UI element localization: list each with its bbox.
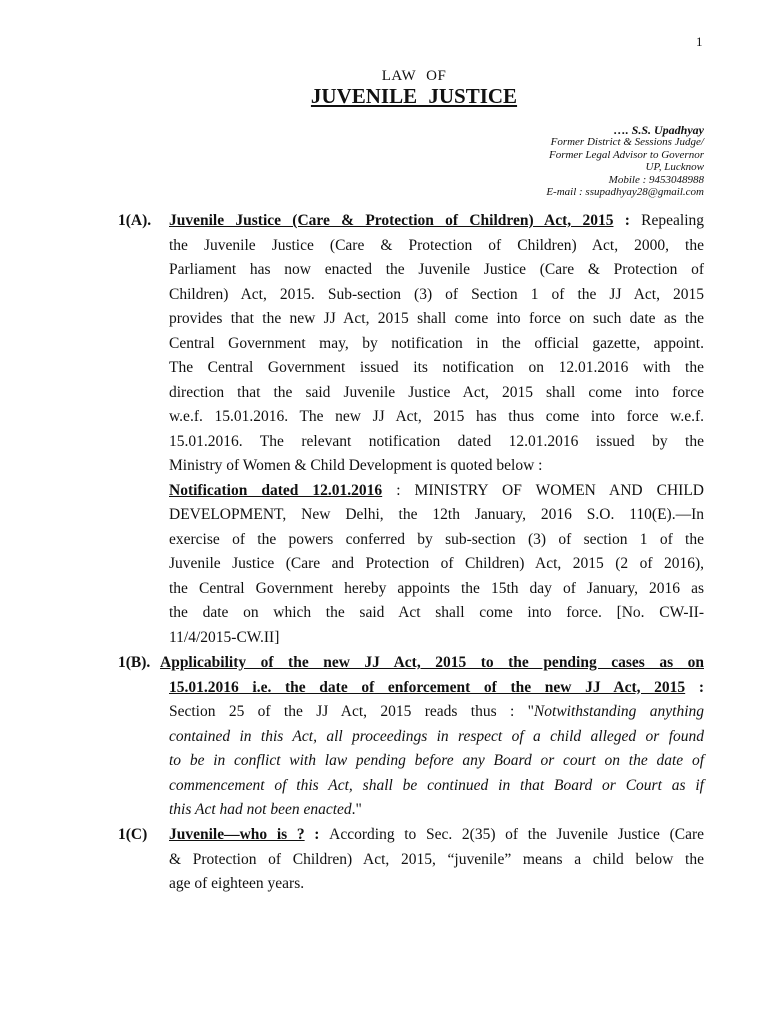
section-1b-quote-line: to be in conflict with law pending before any Board or court on the date of — [169, 752, 704, 769]
notification-line: 11/4/2015-CW.II] — [169, 628, 280, 646]
section-1a-line: Parliament has now enacted the Juvenile Justice (Care & Protection of — [169, 261, 704, 278]
section-1b-quote-line: contained in this Act, all proceedings in respect of a child alleged or found — [169, 727, 704, 745]
section-1b-body — [118, 651, 704, 823]
section-1b-closing: ." — [351, 801, 362, 818]
section-1a-heading-line — [169, 209, 704, 234]
section-1c-number: 1(C) — [118, 826, 148, 843]
section-1c-separator: : — [304, 826, 330, 843]
section-1b-intro: Section 25 of the JJ Act, 2015 reads thus : " — [169, 703, 534, 720]
author-designation-1: Former District & Sessions Judge/ — [550, 136, 704, 149]
section-1a-line: Children) Act, 2015. Sub-section (3) of Section 1 of the JJ Act, 2015 — [169, 285, 704, 303]
author-location: UP, Lucknow — [645, 161, 704, 174]
page-number: 1 — [696, 34, 703, 49]
section-1c — [118, 823, 704, 897]
section-1a-line: 15.01.2016. The relevant notification dated 12.01.2016 issued by the — [169, 432, 704, 450]
notification-heading-line — [169, 479, 704, 504]
author-block — [546, 124, 704, 198]
author-email: E-mail : ssupadhyay28@gmail.com — [546, 186, 704, 199]
section-1b-quote-line: commencement of this Act, shall be continued in that Board or Court as if — [169, 776, 704, 794]
section-1a-line: Central Government may, by notification in the official gazette, appoint. — [169, 334, 704, 352]
section-1c-line: According to Sec. 2(35) of the Juvenile Justice (Care — [329, 826, 704, 843]
section-1c-heading: Juvenile—who is ? — [169, 826, 305, 843]
section-1c-heading-line — [169, 823, 704, 848]
section-1a-line: Repealing — [641, 212, 704, 229]
section-1b-heading-line-1 — [118, 651, 704, 676]
author-designation-2: Former Legal Advisor to Governor — [548, 148, 704, 161]
section-1a-body — [169, 209, 704, 650]
notification-line: Juvenile Justice (Care and Protection of Children) Act, 2015 (2 of 2016), — [169, 555, 704, 572]
section-1b-separator: : — [685, 678, 704, 696]
section-1b-heading-2: 15.01.2016 i.e. the date of enforcement of the new JJ Act, 2015 — [169, 678, 686, 696]
section-1a-line: the Juvenile Justice (Care & Protection of Children) Act, 2000, the — [169, 236, 704, 254]
title-law-of: LAW OF — [381, 68, 447, 84]
section-1b-number: 1(B). — [118, 654, 151, 671]
notification-line: the Central Government hereby appoints the 15th day of January, 2016 as — [169, 579, 704, 597]
notification-heading: Notification dated 12.01.2016 — [169, 481, 383, 499]
section-1a-line: w.e.f. 15.01.2016. The new JJ Act, 2015 has thus come into force w.e.f. — [169, 408, 704, 425]
author-name: …. S.S. Upadhyay — [613, 123, 704, 137]
section-1b-heading-line-2 — [118, 676, 704, 701]
section-1b-quote: Notwithstanding anything — [533, 703, 704, 720]
section-1b-quote-last-line — [118, 798, 704, 823]
section-1a-number: 1(A). — [118, 212, 152, 229]
section-1c-body — [169, 823, 704, 897]
notification-line: the date on which the said Act shall come into force. [No. CW-II- — [169, 604, 704, 621]
section-1a-separator: : — [613, 212, 642, 229]
notification-line: DEVELOPMENT, New Delhi, the 12th January, 2016 S.O. 110(E).—In — [169, 506, 704, 523]
page-title: JUVENILE JUSTICE — [310, 84, 518, 108]
section-1b-quote-end: this Act had not been enacted — [169, 801, 352, 818]
section-1a-line: provides that the new JJ Act, 2015 shall come into force on such date as the — [169, 310, 704, 327]
section-1a-line: The Central Government issued its notification on 12.01.2016 with the — [169, 359, 704, 376]
section-1a-line: direction that the said Juvenile Justice Act, 2015 shall come into force — [169, 383, 704, 401]
author-mobile: Mobile : 9453048988 — [608, 173, 704, 186]
section-1b — [118, 651, 704, 823]
section-1c-line: & Protection of Children) Act, 2015, “juvenile” means a child below the — [169, 850, 704, 868]
section-1a-line: Ministry of Women & Child Development is quoted below : — [169, 457, 543, 474]
section-1b-quote-line — [118, 700, 704, 725]
section-1a-heading: Juvenile Justice (Care & Protection of Children) Act, 2015 — [169, 212, 614, 229]
notification-line: exercise of the powers conferred by sub-section (3) of section 1 of the — [169, 530, 704, 548]
section-1b-heading-1: Applicability of the new JJ Act, 2015 to the pending cases as on — [160, 654, 704, 671]
section-1c-line: age of eighteen years. — [169, 875, 305, 892]
notification-line: : MINISTRY OF WOMEN AND CHILD — [382, 481, 704, 499]
section-1a — [118, 209, 704, 650]
